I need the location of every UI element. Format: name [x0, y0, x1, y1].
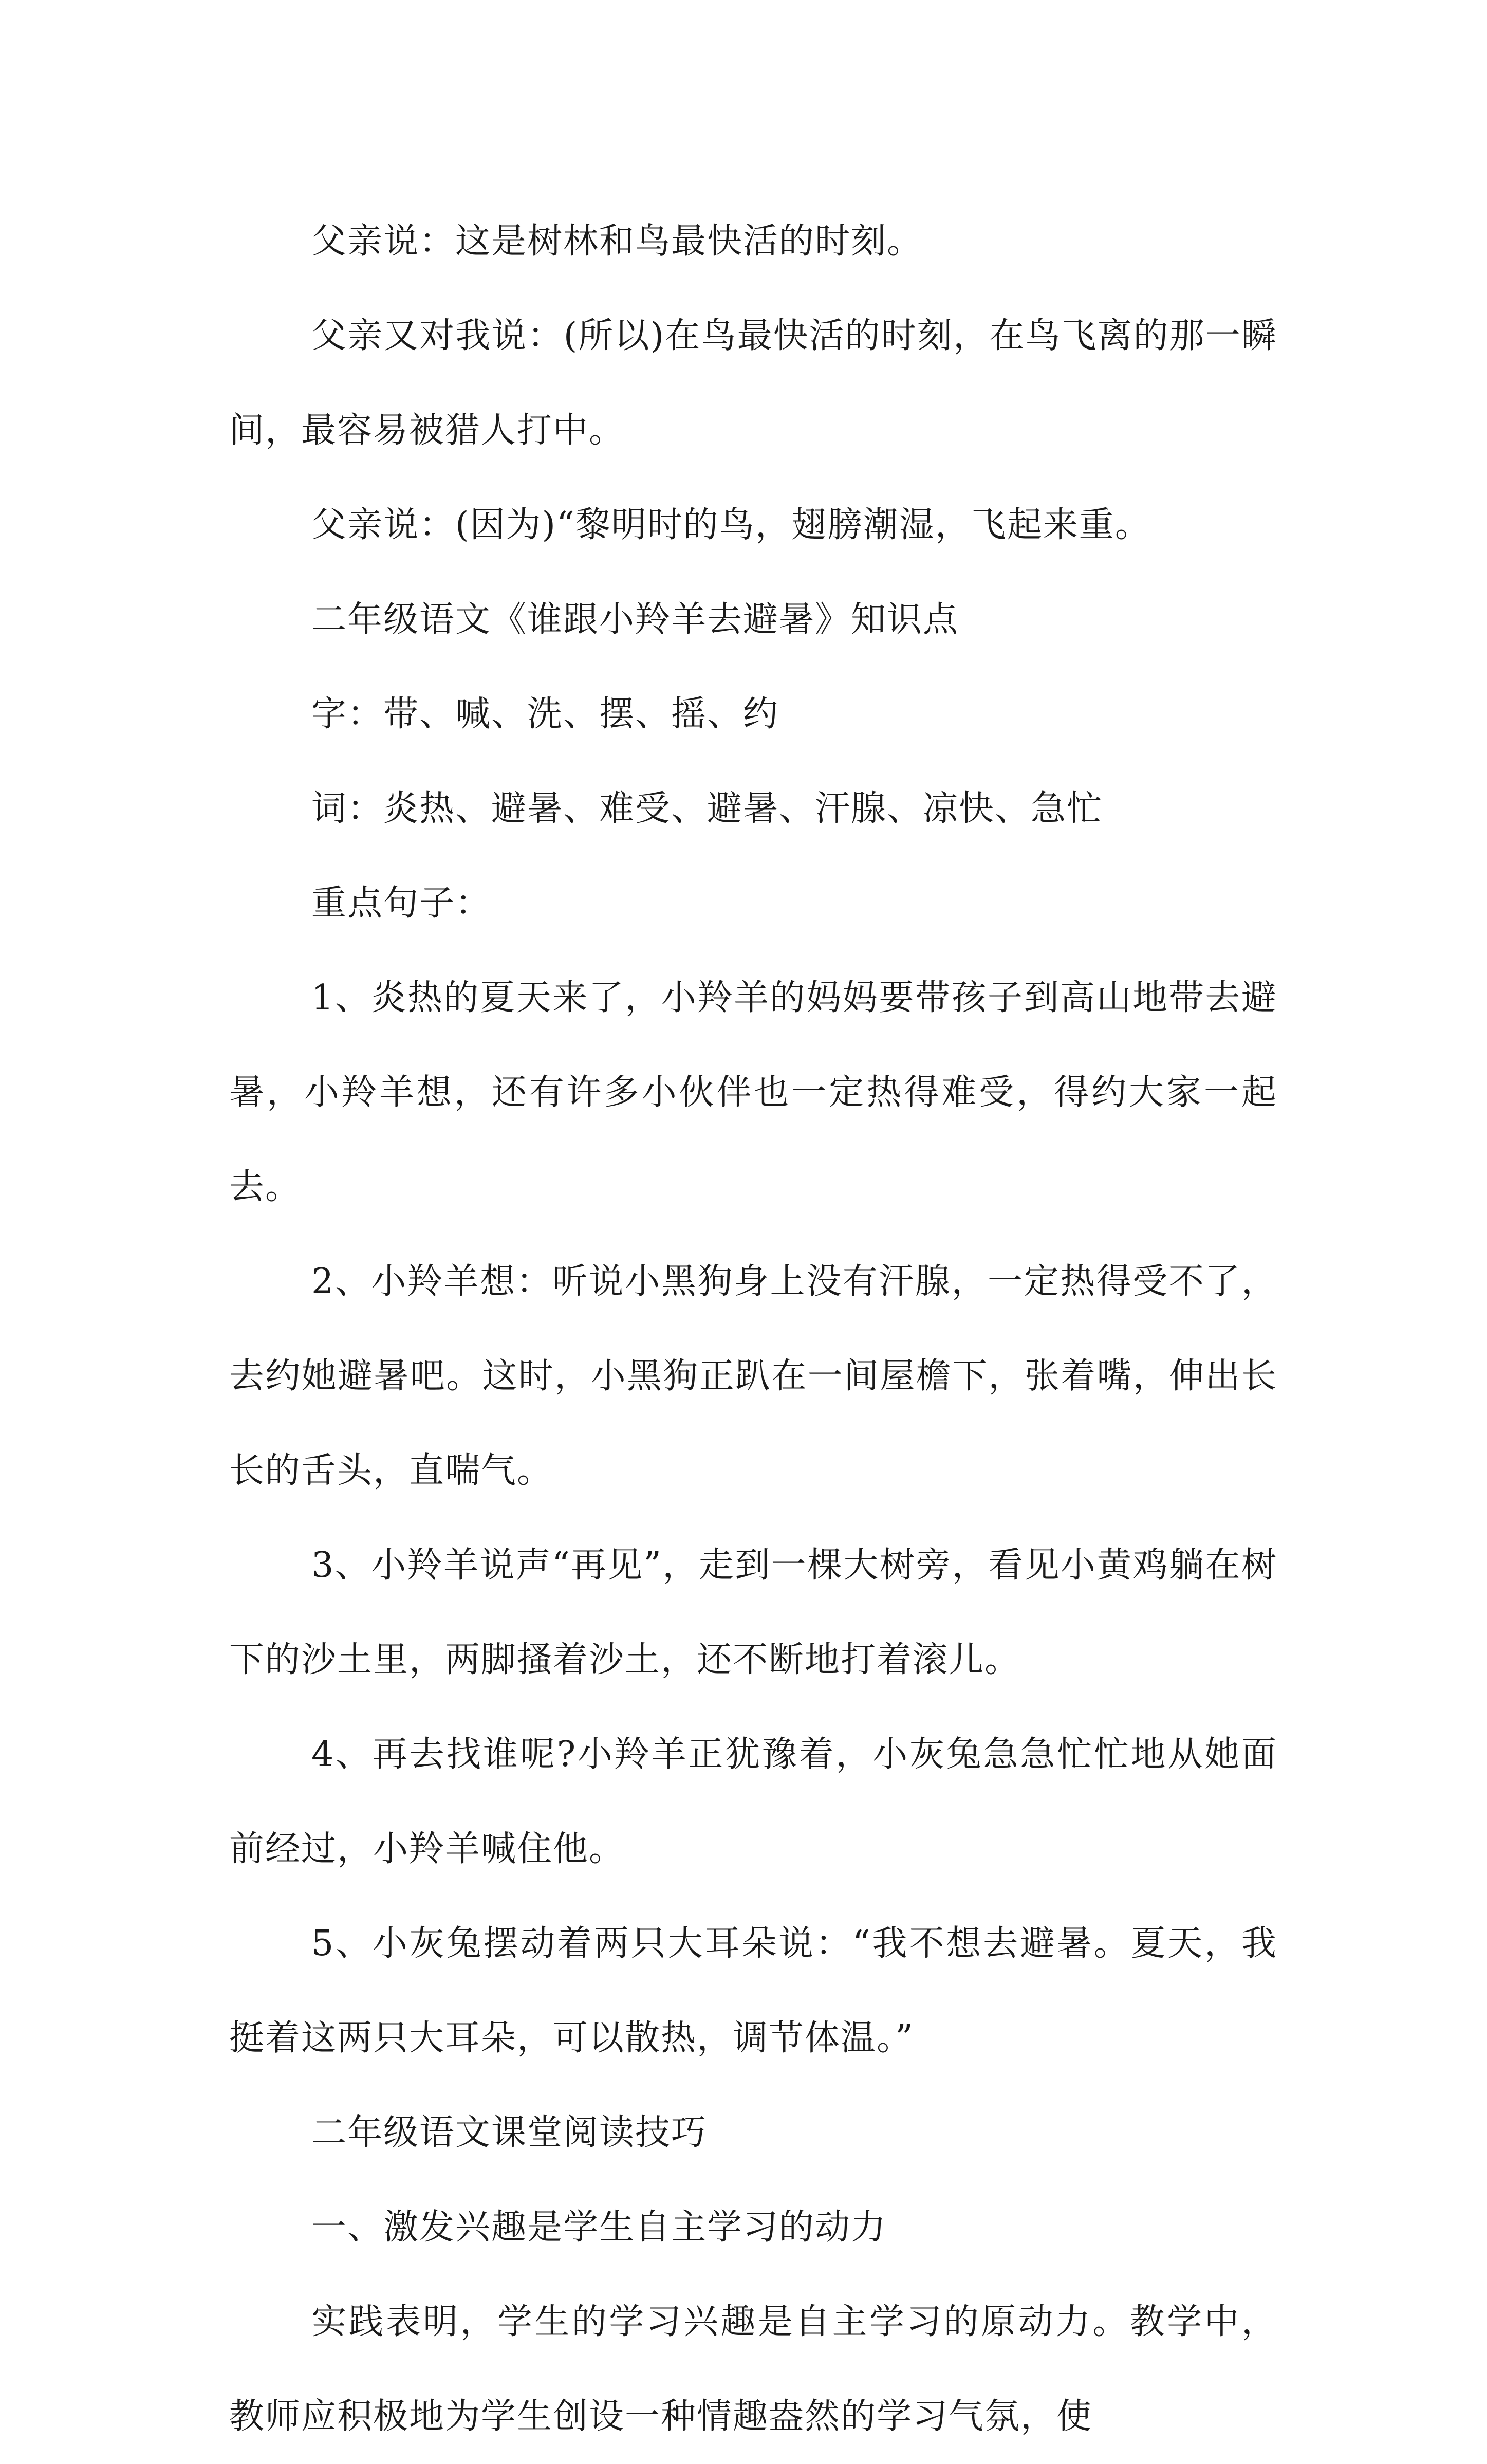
paragraph-characters: 字：带、喊、洗、摆、摇、约 [311, 694, 779, 734]
paragraph-father-says-hunter: 父亲又对我说：(所以)在鸟最快活的时刻，在鸟飞离的那一瞬间，最容易被猎人打中。 [229, 316, 1277, 451]
document-body [229, 194, 1277, 2464]
paragraph-practice-shows: 实践表明，学生的学习兴趣是自主学习的原动力。教学中，教师应积极地为学生创设一种情趣盎然的学习气氛，使 [229, 2302, 1277, 2437]
paragraph-father-says-dawn-bird: 父亲说：(因为)“黎明时的鸟，翅膀潮湿，飞起来重。 [311, 505, 1151, 545]
paragraph-point-one-heading: 一、激发兴趣是学生自主学习的动力 [311, 2207, 887, 2248]
paragraph-words: 词：炎热、避暑、难受、避暑、汗腺、凉快、急忙 [311, 788, 1103, 829]
paragraph-father-says-happiest-moment: 父亲说：这是树林和鸟最快活的时刻。 [311, 221, 923, 262]
section-heading-reading-skills: 二年级语文课堂阅读技巧 [311, 2112, 708, 2153]
paragraph-sentence-3: 3、小羚羊说声“再见”，走到一棵大树旁，看见小黄鸡躺在树下的沙土里，两脚搔着沙土，还不断地打着滚儿。 [229, 1545, 1277, 1680]
paragraph-sentence-5: 5、小灰兔摆动着两只大耳朵说：“我不想去避暑。夏天，我挺着这两只大耳朵，可以散热，调节体温。” [229, 1923, 1277, 2058]
paragraph-sentence-2: 2、小羚羊想：听说小黑狗身上没有汗腺，一定热得受不了，去约她避暑吧。这时，小黑狗正趴在一间屋檐下，张着嘴，伸出长长的舌头，直喘气。 [229, 1261, 1277, 1491]
paragraph-sentence-4: 4、再去找谁呢?小羚羊正犹豫着，小灰兔急急忙忙地从她面前经过，小羚羊喊住他。 [229, 1734, 1277, 1869]
paragraph-key-sentences-heading: 重点句子： [311, 883, 492, 924]
section-heading-knowledge-points: 二年级语文《谁跟小羚羊去避暑》知识点 [311, 599, 959, 640]
paragraph-sentence-1: 1、炎热的夏天来了，小羚羊的妈妈要带孩子到高山地带去避暑，小羚羊想，还有许多小伙伴也一定热得难受，得约大家一起去。 [229, 978, 1277, 1207]
